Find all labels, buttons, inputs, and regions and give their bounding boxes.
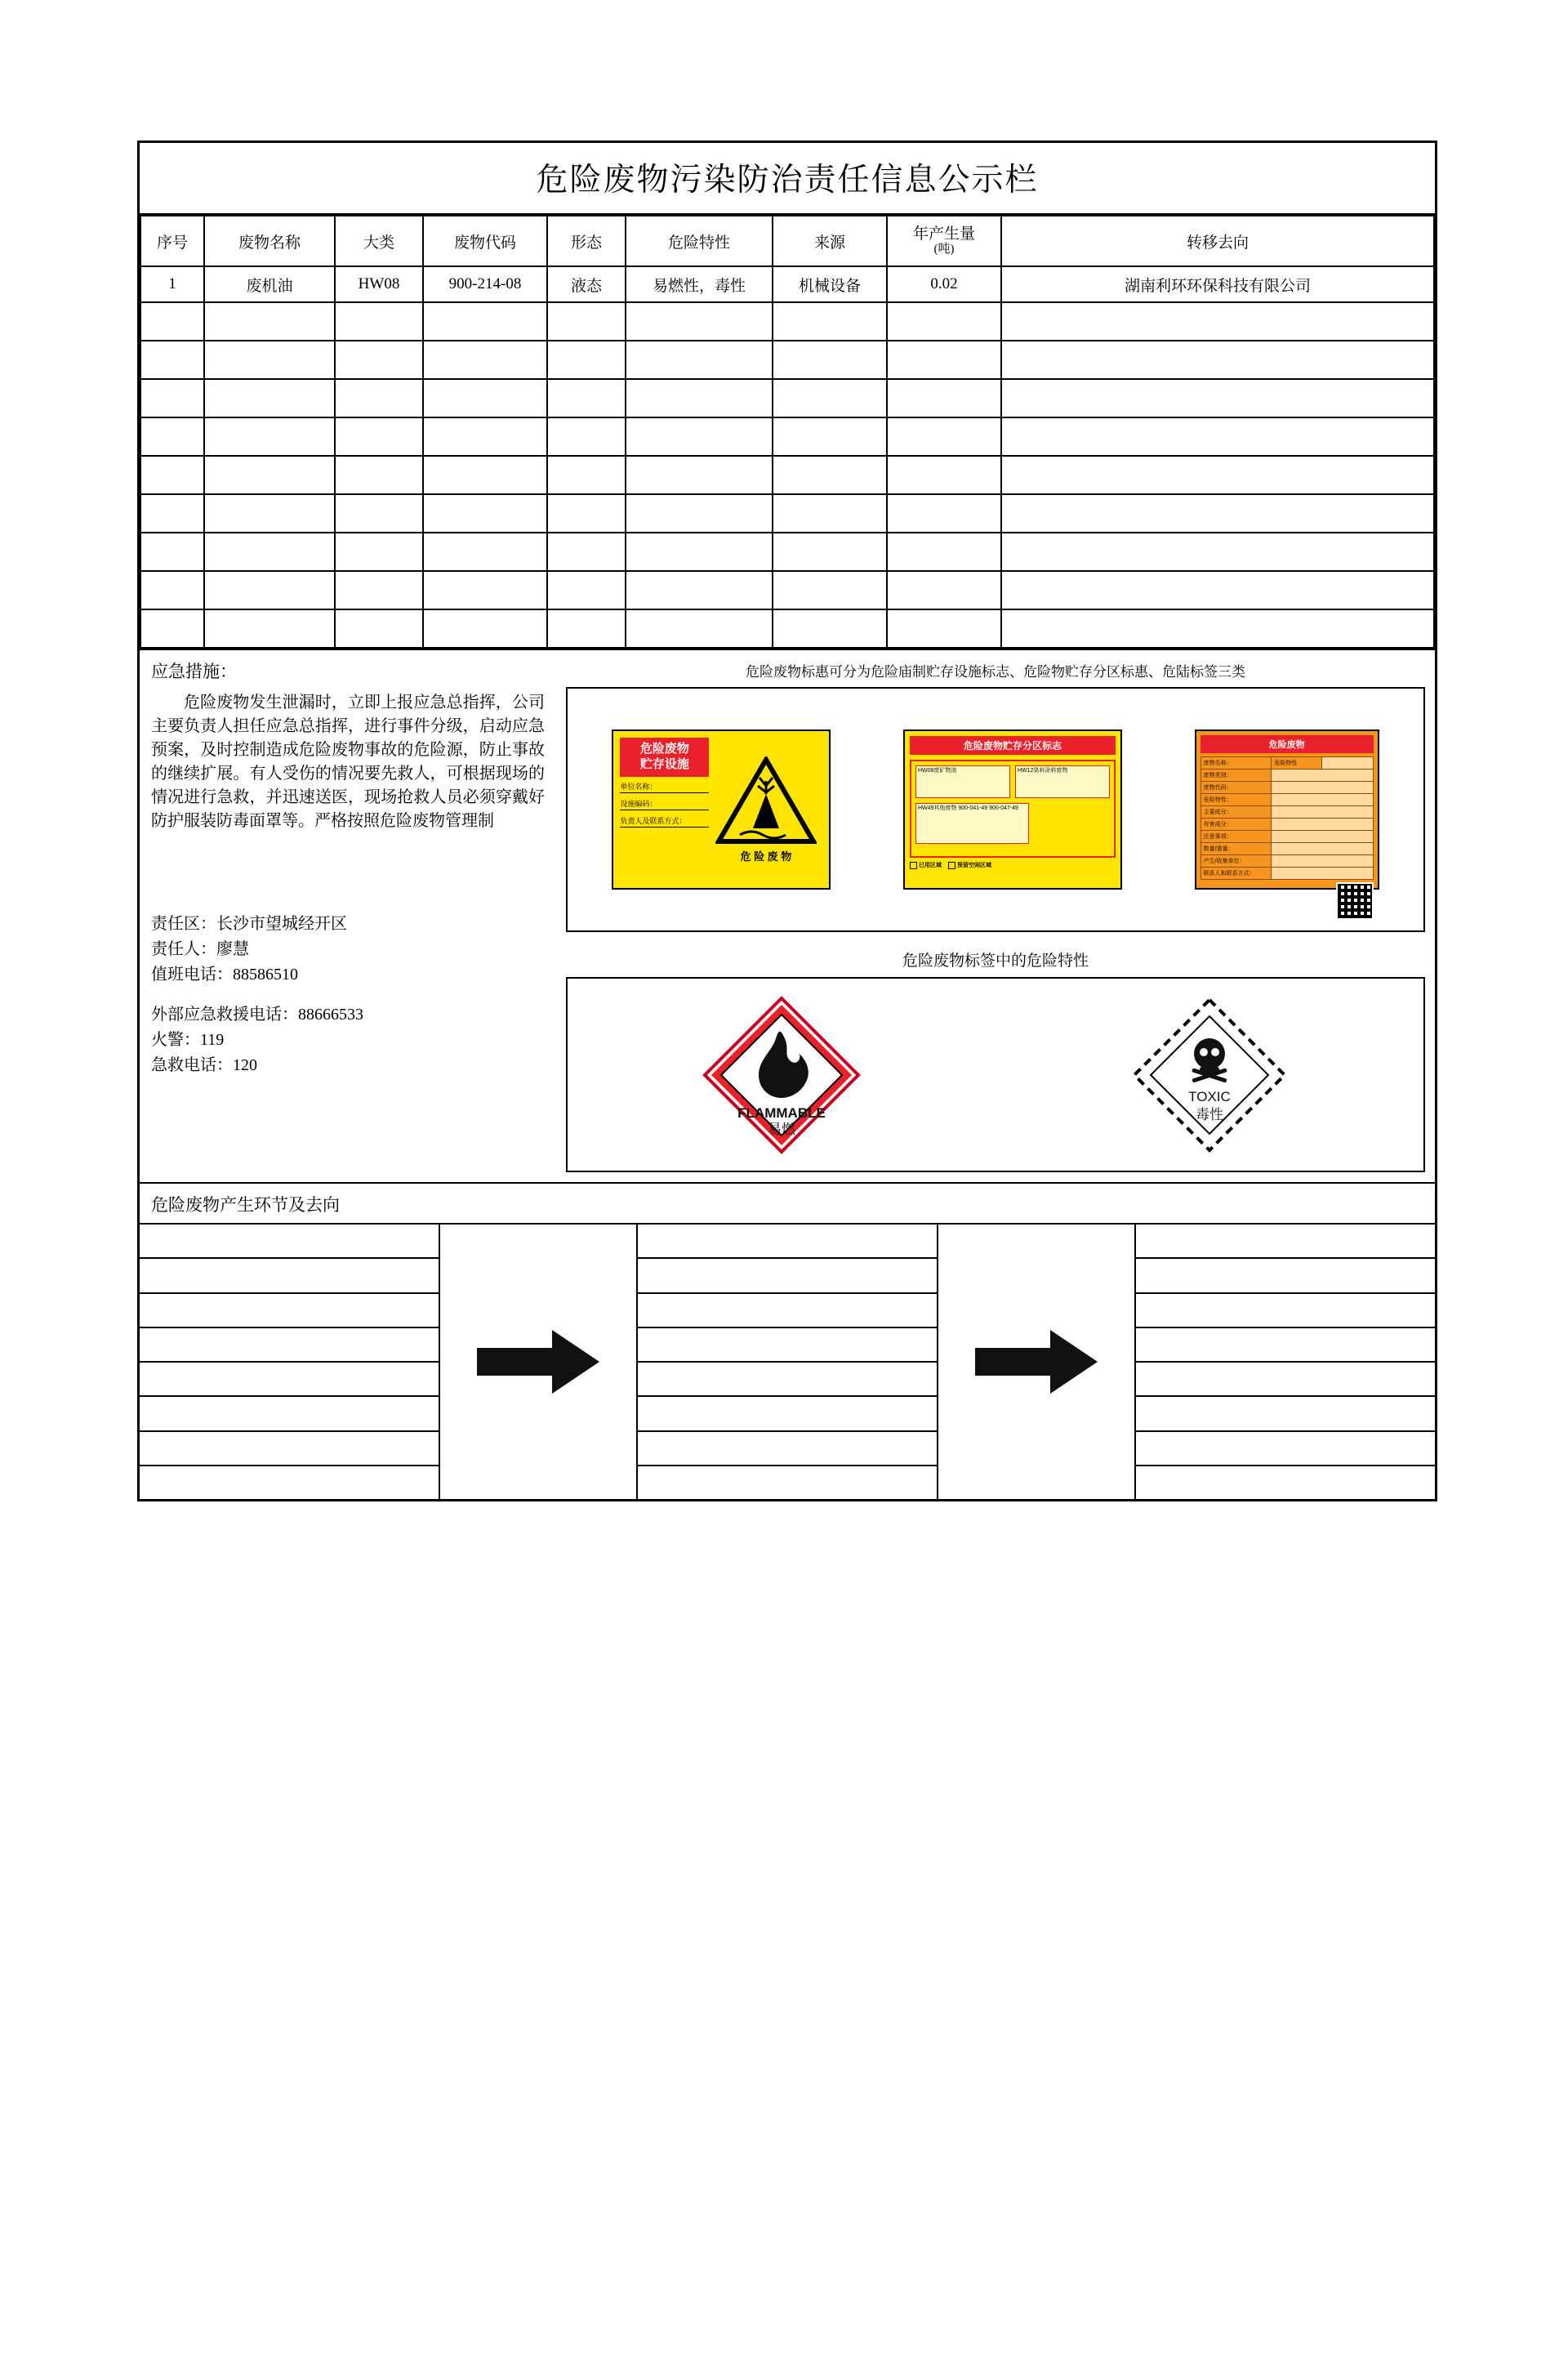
manifest-label-grid: [1200, 756, 1374, 880]
manifest-field-category: 废物类别：: [1201, 770, 1272, 781]
flow-column-1: [140, 1225, 440, 1499]
flow-line: [140, 1466, 439, 1499]
hazard-characteristics-caption: 危险废物标签中的危险特性: [902, 953, 1089, 970]
responsibility-area: 责任区：长沙市望城经开区: [151, 915, 347, 933]
flow-line: [1136, 1363, 1435, 1397]
cell-empty: [423, 456, 547, 494]
col-header-code: 废物代码: [423, 216, 547, 266]
waste-table: [140, 215, 1435, 649]
flow-column-2: [638, 1225, 938, 1499]
cell-empty: [335, 456, 423, 494]
cell-empty: [887, 533, 1001, 571]
table-row-empty: [140, 533, 1434, 571]
flow-line: [638, 1259, 937, 1293]
col-header-form: 形态: [547, 216, 626, 266]
table-row-empty: [140, 379, 1434, 417]
flow-column-3: [1136, 1225, 1435, 1499]
manifest-value: [1272, 843, 1372, 854]
storage-facility-sign: [612, 729, 831, 890]
flow-line: [638, 1363, 937, 1397]
cell-empty: [547, 302, 626, 341]
manifest-field-contact: 联系人和联系方式：: [1201, 868, 1272, 879]
flammable-en-text: FLAMMABLE: [737, 1104, 826, 1121]
cell-empty: [626, 417, 773, 456]
cell-empty: [335, 379, 423, 417]
cell-empty: [204, 302, 335, 341]
cell-empty: [423, 609, 547, 648]
emergency-heading: 应急措施：: [151, 662, 237, 681]
col-header-no: 序号: [140, 216, 204, 266]
cell-empty: [887, 302, 1001, 341]
zone-sign-area: [910, 760, 1116, 858]
emergency-measures-panel: [140, 650, 556, 1182]
manifest-row: [1200, 830, 1374, 842]
table-row: [140, 266, 1434, 302]
cell-empty: [1001, 341, 1434, 379]
cell-empty: [887, 417, 1001, 456]
cell-empty: [423, 494, 547, 533]
manifest-row: [1200, 867, 1374, 880]
table-row-empty: [140, 571, 1434, 609]
flow-line: [140, 1328, 439, 1363]
table-row-empty: [140, 341, 1434, 379]
cell-empty: [423, 571, 547, 609]
manifest-value: [1272, 831, 1372, 842]
arrow-right-icon: [975, 1327, 1098, 1397]
cell-empty: [547, 456, 626, 494]
cell-category: HW08: [335, 266, 423, 302]
cell-empty: [1001, 417, 1434, 456]
cell-empty: [1001, 302, 1434, 341]
flow-arrow-2: [938, 1225, 1136, 1499]
flow-line: [638, 1466, 937, 1499]
col-header-source: 来源: [773, 216, 887, 266]
col-header-hazard: 危险特性: [626, 216, 773, 266]
storage-sign-right: [709, 738, 822, 881]
manifest-value: [1322, 757, 1373, 769]
table-header-row: [140, 216, 1434, 266]
zone-cell-hw12: HW12染料涂料废物: [1015, 765, 1110, 798]
cell-empty: [204, 571, 335, 609]
zone-legend-free: [948, 861, 991, 869]
cell-empty: [1001, 379, 1434, 417]
flow-line: [1136, 1432, 1435, 1466]
cell-empty: [547, 379, 626, 417]
cell-empty: [773, 494, 887, 533]
cell-hazard: 易燃性，毒性: [626, 266, 773, 302]
cell-empty: [140, 456, 204, 494]
cell-empty: [1001, 456, 1434, 494]
cell-empty: [140, 417, 204, 456]
cell-empty: [626, 379, 773, 417]
cell-empty: [423, 417, 547, 456]
manifest-row: [1200, 842, 1374, 854]
manifest-row: [1200, 818, 1374, 830]
cell-name: 废机油: [204, 266, 335, 302]
col-header-amount-unit: (吨): [933, 242, 955, 256]
cell-empty: [547, 494, 626, 533]
cell-empty: [773, 571, 887, 609]
manifest-row: [1200, 781, 1374, 793]
zone-sign-row: [915, 765, 1110, 798]
cell-empty: [204, 494, 335, 533]
hazard-triangle-icon: [715, 756, 817, 845]
flow-line: [1136, 1294, 1435, 1328]
cell-empty: [887, 379, 1001, 417]
flammable-pictogram: [700, 993, 863, 1157]
col-header-amount-main: 年产生量: [912, 225, 975, 243]
storage-sign-bottom-text: 危 险 废 物: [740, 850, 792, 863]
cell-empty: [204, 379, 335, 417]
cell-empty: [1001, 494, 1434, 533]
cell-empty: [423, 379, 547, 417]
cell-amount: 0.02: [887, 266, 1001, 302]
cell-empty: [773, 341, 887, 379]
table-body: [140, 266, 1434, 648]
manifest-field-code: 废物代码：: [1201, 782, 1272, 793]
cell-empty: [140, 609, 204, 648]
cell-source: 机械设备: [773, 266, 887, 302]
cell-empty: [626, 533, 773, 571]
storage-sign-field-unit: 单位名称：: [620, 783, 709, 793]
emergency-body-text: 危险废物发生泄漏时，立即上报应急总指挥，公司主要负责人担任应急总指挥，进行事件分级，启动应急预案，及时控制造成危险废物事故的危险源，防止事故的继续扩展。有人受伤的情况要先救人，可根据现场的情况进行急救，并迅速送医，现场抢救人员必须穿戴好防护服装防毒面罩等。严格按照危险废物管理制: [151, 694, 545, 830]
duty-phone: 值班电话：88586510: [151, 966, 298, 984]
storage-sign-title-line1: 危险废物: [639, 742, 689, 756]
public-information-board: [137, 141, 1437, 1501]
cell-no: 1: [140, 266, 204, 302]
flow-line: [638, 1432, 937, 1466]
manifest-field-precautions: 注意事项：: [1201, 831, 1272, 842]
manifest-value: [1272, 819, 1372, 830]
flow-line: [1136, 1328, 1435, 1363]
labels-image-box: [566, 687, 1425, 932]
toxic-cn-text: 毒性: [1196, 1106, 1223, 1122]
cell-empty: [140, 571, 204, 609]
cell-empty: [626, 341, 773, 379]
flow-line: [1136, 1259, 1435, 1293]
flow-line: [638, 1225, 937, 1259]
manifest-value: [1272, 770, 1372, 781]
manifest-value: [1272, 855, 1372, 867]
flammable-cn-text: 易燃: [768, 1121, 795, 1137]
flow-section-title: 危险废物产生环节及去向: [140, 1182, 1435, 1223]
responsibility-block: [151, 912, 545, 1078]
cell-empty: [140, 533, 204, 571]
manifest-row: [1200, 854, 1374, 867]
flow-line: [140, 1225, 439, 1259]
cell-empty: [887, 341, 1001, 379]
labels-caption: 危险废物标惠可分为危险庙制贮存设施标志、危险物贮存分区标惠、危陆标签三类: [746, 664, 1245, 680]
cell-empty: [204, 533, 335, 571]
flow-line: [638, 1294, 937, 1328]
cell-empty: [204, 609, 335, 648]
storage-sign-title: [620, 738, 709, 777]
hazard-characteristics-box: [566, 977, 1425, 1172]
flow-line: [140, 1397, 439, 1431]
toxic-pictogram: [1128, 993, 1291, 1157]
cell-empty: [1001, 533, 1434, 571]
cell-empty: [773, 609, 887, 648]
manifest-field-property: 危险特性：: [1201, 794, 1272, 805]
cell-empty: [335, 571, 423, 609]
manifest-value: [1272, 794, 1372, 805]
storage-sign-title-line2: 贮存设施: [639, 756, 689, 771]
col-header-amount: [887, 216, 1001, 266]
responsibility-person: 责任人：廖慧: [151, 940, 249, 958]
qr-code-icon: [1336, 882, 1374, 920]
cell-empty: [423, 533, 547, 571]
ambulance-phone: 急救电话：120: [151, 1056, 257, 1074]
manifest-field-harmful: 有害成分：: [1201, 819, 1272, 830]
cell-empty: [204, 341, 335, 379]
cell-empty: [423, 341, 547, 379]
external-rescue-phone: 外部应急救援电话：88666533: [151, 1006, 363, 1024]
zone-cell-hw08: HW08废矿物油: [915, 765, 1010, 798]
cell-empty: [547, 609, 626, 648]
cell-empty: [140, 379, 204, 417]
zone-sign-legend: [910, 861, 1116, 869]
cell-form: 液态: [547, 266, 626, 302]
zone-legend-used-label: 已用区域: [918, 863, 942, 868]
col-header-name: 废物名称: [204, 216, 335, 266]
flow-line: [638, 1328, 937, 1363]
flow-diagram: [140, 1223, 1435, 1499]
manifest-row: [1200, 769, 1374, 781]
labels-panel: [556, 650, 1435, 1182]
manifest-field-name: 废物名称：: [1201, 757, 1272, 769]
flow-line: [140, 1294, 439, 1328]
toxic-en-text: TOXIC: [1188, 1088, 1231, 1104]
cell-empty: [773, 302, 887, 341]
col-header-category: 大类: [335, 216, 423, 266]
cell-empty: [140, 302, 204, 341]
cell-empty: [140, 341, 204, 379]
manifest-field-composition: 主要成分：: [1201, 806, 1272, 818]
flow-line: [1136, 1466, 1435, 1499]
zone-legend-free-label: 预留空闲区域: [956, 863, 991, 868]
cell-empty: [335, 494, 423, 533]
manifest-value: [1272, 806, 1372, 818]
cell-empty: [547, 533, 626, 571]
cell-empty: [887, 456, 1001, 494]
flow-line: [638, 1397, 937, 1431]
flow-line: [140, 1259, 439, 1293]
cell-empty: [887, 609, 1001, 648]
col-header-destination: 转移去向: [1001, 216, 1434, 266]
cell-destination: 湖南利环环保科技有限公司: [1001, 266, 1434, 302]
cell-empty: [1001, 609, 1434, 648]
cell-empty: [773, 456, 887, 494]
cell-empty: [335, 417, 423, 456]
cell-empty: [335, 302, 423, 341]
hazardous-waste-label: [1195, 729, 1379, 890]
manifest-field-quantity: 数量/重量：: [1201, 843, 1272, 854]
zone-cell-hw49: HW49其他废物 900-041-49 900-047-49: [915, 803, 1029, 844]
flow-line: [1136, 1225, 1435, 1259]
manifest-field-producer: 产生/收集单位：: [1201, 855, 1272, 867]
zone-sign-title: 危险废物贮存分区标志: [910, 736, 1116, 755]
flow-line: [1136, 1397, 1435, 1431]
cell-empty: [626, 571, 773, 609]
page-title: 危险废物污染防治责任信息公示栏: [536, 163, 1039, 198]
manifest-field-hazard: 危险特性: [1272, 757, 1322, 769]
manifest-row: [1200, 756, 1374, 769]
arrow-right-icon: [477, 1327, 599, 1397]
flow-line: [140, 1363, 439, 1397]
cell-empty: [547, 341, 626, 379]
cell-empty: [335, 609, 423, 648]
cell-empty: [626, 494, 773, 533]
manifest-label-title: 危险废物: [1200, 735, 1374, 753]
storage-sign-left: [620, 738, 709, 881]
storage-sign-fields: [620, 783, 709, 828]
flow-line: [140, 1432, 439, 1466]
legend-swatch-used: [910, 862, 917, 869]
flow-arrow-1: [440, 1225, 638, 1499]
cell-empty: [423, 302, 547, 341]
cell-empty: [335, 533, 423, 571]
cell-code: 900-214-08: [423, 266, 547, 302]
cell-empty: [773, 379, 887, 417]
table-row-empty: [140, 456, 1434, 494]
cell-empty: [1001, 571, 1434, 609]
cell-empty: [887, 494, 1001, 533]
cell-empty: [140, 494, 204, 533]
title-bar: [140, 143, 1435, 215]
cell-empty: [773, 533, 887, 571]
cell-empty: [547, 417, 626, 456]
fire-phone: 火警：119: [151, 1031, 225, 1049]
cell-empty: [887, 571, 1001, 609]
cell-empty: [204, 456, 335, 494]
manifest-value: [1272, 868, 1372, 879]
cell-empty: [626, 456, 773, 494]
cell-empty: [335, 341, 423, 379]
cell-empty: [773, 417, 887, 456]
spacer: [151, 988, 545, 1002]
manifest-row: [1200, 805, 1374, 818]
manifest-value: [1272, 782, 1372, 793]
table-row-empty: [140, 494, 1434, 533]
zone-legend-used: [910, 861, 942, 869]
storage-zone-sign: [903, 729, 1122, 890]
manifest-row: [1200, 793, 1374, 805]
table-row-empty: [140, 609, 1434, 648]
cell-empty: [626, 609, 773, 648]
storage-sign-field-contact: 负责人及联系方式：: [620, 818, 709, 828]
cell-empty: [204, 417, 335, 456]
legend-swatch-free: [948, 862, 956, 869]
cell-empty: [626, 302, 773, 341]
storage-sign-field-code: 设施编码：: [620, 801, 709, 810]
cell-empty: [547, 571, 626, 609]
table-row-empty: [140, 302, 1434, 341]
table-row-empty: [140, 417, 1434, 456]
middle-section: [140, 649, 1435, 1182]
